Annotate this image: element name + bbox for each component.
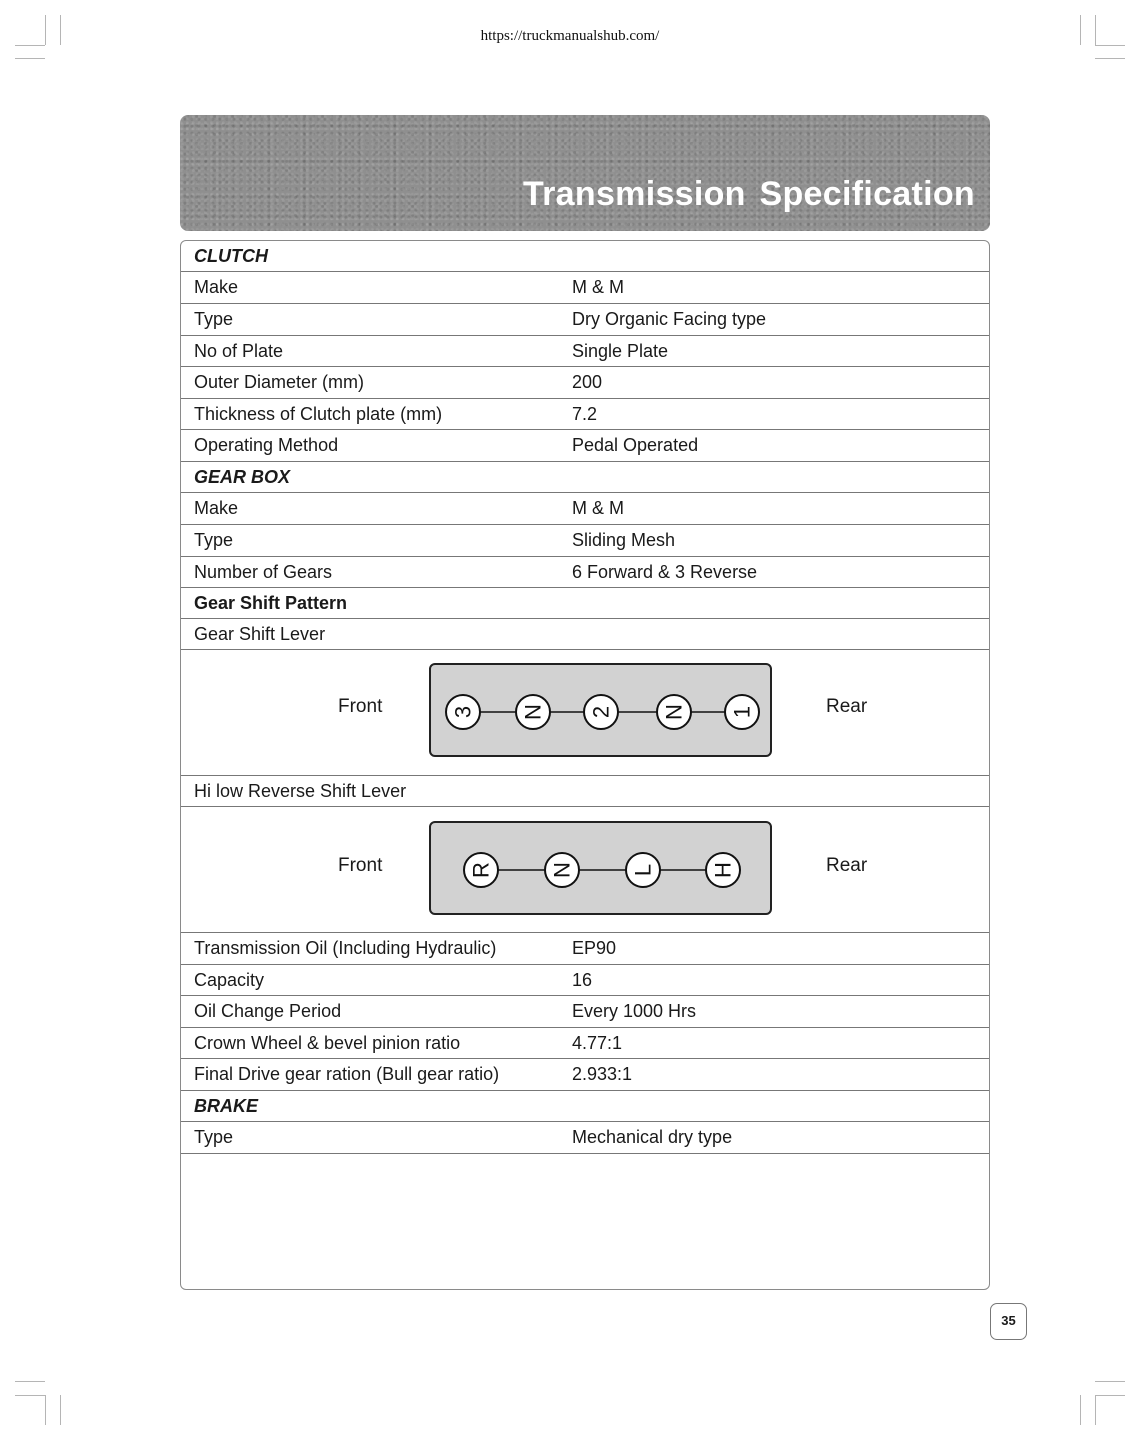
row-label: Make bbox=[194, 498, 239, 518]
table-row bbox=[181, 336, 989, 367]
gear-position-label: H bbox=[710, 862, 736, 878]
crop-mark bbox=[15, 1395, 45, 1396]
table-row bbox=[181, 996, 989, 1028]
rear-label: Rear bbox=[826, 696, 868, 717]
gear-position-label: 1 bbox=[729, 705, 755, 719]
row-label: Crown Wheel & bevel pinion ratio bbox=[194, 1033, 461, 1053]
row-label: Thickness of Clutch plate (mm) bbox=[194, 404, 443, 424]
row-value: 2.933:1 bbox=[572, 1064, 633, 1084]
row-label: Type bbox=[194, 309, 234, 329]
row-label: Oil Change Period bbox=[194, 1001, 342, 1021]
crop-mark bbox=[1095, 1395, 1125, 1396]
spec-table bbox=[180, 240, 990, 1290]
row-value: Sliding Mesh bbox=[572, 530, 676, 550]
gear-position-label: L bbox=[630, 863, 656, 877]
gear-position-label: N bbox=[661, 704, 687, 720]
row-value: Every 1000 Hrs bbox=[572, 1001, 697, 1021]
table-row bbox=[181, 1059, 989, 1091]
table-row bbox=[181, 1028, 989, 1059]
gear-position-label: 2 bbox=[588, 705, 614, 719]
crop-mark bbox=[1095, 1395, 1096, 1425]
gear-lever-diagram bbox=[181, 650, 989, 776]
crop-mark bbox=[60, 1395, 61, 1425]
crop-mark bbox=[15, 58, 45, 59]
table-row bbox=[181, 776, 989, 807]
front-label: Front bbox=[338, 855, 383, 876]
row-label: Final Drive gear ration (Bull gear ratio) bbox=[194, 1064, 500, 1084]
table-row bbox=[181, 933, 989, 965]
crop-mark bbox=[15, 1381, 45, 1382]
section-heading: GEAR BOX bbox=[194, 467, 291, 487]
row-value: 4.77:1 bbox=[572, 1033, 623, 1053]
crop-mark bbox=[1095, 1381, 1125, 1382]
row-label: Hi low Reverse Shift Lever bbox=[194, 781, 407, 801]
table-row bbox=[181, 965, 989, 996]
row-value: Mechanical dry type bbox=[572, 1127, 733, 1147]
gear-gate-svg bbox=[431, 665, 774, 759]
row-label: Operating Method bbox=[194, 435, 339, 455]
page-number: 35 bbox=[990, 1303, 1027, 1340]
page-url[interactable]: https://truckmanualshub.com/ bbox=[480, 28, 660, 44]
crop-mark bbox=[1095, 58, 1125, 59]
range-gate-svg bbox=[431, 823, 774, 917]
section-heading: CLUTCH bbox=[194, 246, 268, 266]
table-row bbox=[181, 399, 989, 430]
gear-position-label: N bbox=[549, 862, 575, 878]
row-value: Pedal Operated bbox=[572, 435, 699, 455]
section-heading: BRAKE bbox=[194, 1096, 259, 1116]
row-value: 16 bbox=[572, 970, 593, 990]
table-row bbox=[181, 619, 989, 650]
table-row bbox=[181, 525, 989, 557]
row-value: Single Plate bbox=[572, 341, 669, 361]
row-label: Gear Shift Pattern bbox=[194, 593, 348, 613]
row-label: Outer Diameter (mm) bbox=[194, 372, 365, 392]
row-label: Gear Shift Lever bbox=[194, 624, 326, 644]
gear-position-label: N bbox=[520, 704, 546, 720]
table-row bbox=[181, 493, 989, 525]
row-label: No of Plate bbox=[194, 341, 284, 361]
row-value: 200 bbox=[572, 372, 603, 392]
crop-mark bbox=[1080, 1395, 1081, 1425]
row-value: 7.2 bbox=[572, 404, 598, 424]
crop-mark bbox=[45, 1395, 46, 1425]
table-row bbox=[181, 304, 989, 336]
range-gate-plate bbox=[429, 821, 772, 915]
section-heading-gearbox bbox=[181, 462, 989, 493]
row-label: Type bbox=[194, 530, 234, 550]
gear-position-label: R bbox=[468, 862, 494, 878]
row-label: Make bbox=[194, 277, 239, 297]
table-row bbox=[181, 430, 989, 462]
page-title: Transmission Specification bbox=[522, 175, 975, 213]
row-value: M & M bbox=[572, 277, 624, 297]
section-heading-brake bbox=[181, 1091, 989, 1122]
table-row bbox=[181, 272, 989, 304]
row-label: Transmission Oil (Including Hydraulic) bbox=[194, 938, 497, 958]
section-heading-clutch bbox=[181, 241, 989, 272]
row-label: Number of Gears bbox=[194, 562, 333, 582]
gear-position-label: 3 bbox=[450, 705, 476, 719]
crop-mark bbox=[15, 45, 45, 46]
row-value: EP90 bbox=[572, 938, 617, 958]
table-row bbox=[181, 367, 989, 399]
row-value: M & M bbox=[572, 498, 624, 518]
crop-mark bbox=[1095, 45, 1125, 46]
row-value: Dry Organic Facing type bbox=[572, 309, 767, 329]
front-label: Front bbox=[338, 696, 383, 717]
row-value: 6 Forward & 3 Reverse bbox=[572, 562, 758, 582]
table-row bbox=[181, 557, 989, 588]
table-row bbox=[181, 1122, 989, 1154]
gear-shift-pattern-heading bbox=[181, 588, 989, 619]
row-label: Type bbox=[194, 1127, 234, 1147]
range-lever-diagram bbox=[181, 807, 989, 933]
gear-gate-plate bbox=[429, 663, 772, 757]
title-banner bbox=[180, 115, 990, 231]
rear-label: Rear bbox=[826, 855, 868, 876]
row-label: Capacity bbox=[194, 970, 265, 990]
